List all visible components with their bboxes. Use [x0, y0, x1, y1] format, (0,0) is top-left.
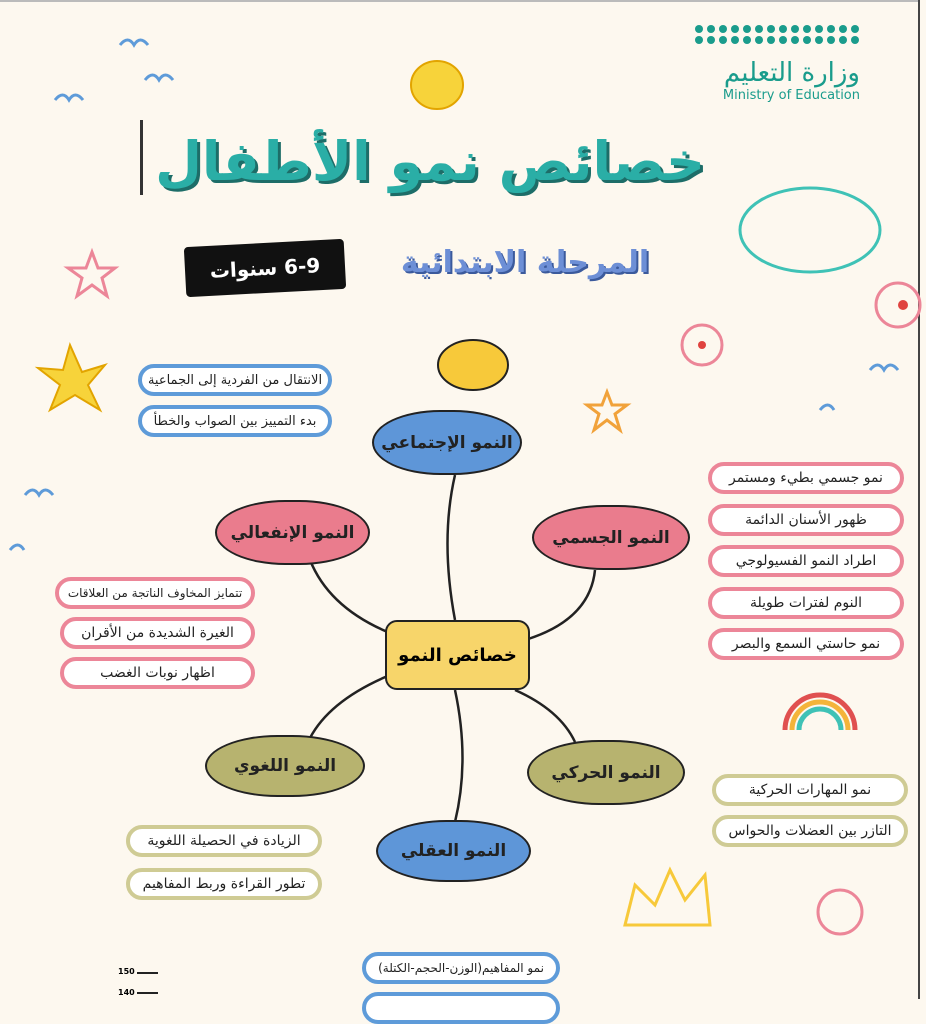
list-item: اظهار نوبات الغضب: [60, 657, 255, 689]
list-item: تطور القراءة وربط المفاهيم: [126, 868, 322, 900]
logo-english: Ministry of Education: [722, 88, 860, 103]
list-item: الزيادة في الحصيلة اللغوية: [126, 825, 322, 857]
star-icon: [68, 252, 115, 296]
node-motor: النمو الحركي: [527, 740, 685, 805]
list-item: نمو جسمي بطيء ومستمر: [708, 462, 904, 494]
list-item: نمو حاستي السمع والبصر: [708, 628, 904, 660]
rainbow-icon: [785, 695, 855, 730]
logo-arabic: وزارة التعليم: [723, 58, 860, 88]
node-linguistic: النمو اللغوي: [205, 735, 365, 797]
center-node: خصائص النمو: [385, 620, 530, 690]
star-icon: [587, 392, 627, 430]
ruler-label: 140: [118, 988, 135, 997]
planet-icon: [411, 61, 463, 109]
logo-dots-icon: [690, 25, 860, 44]
cloud-icon: [740, 188, 880, 272]
bee-icon: [438, 340, 508, 390]
list-item: الانتقال من الفردية إلى الجماعية: [138, 364, 332, 396]
connector-linguistic: [310, 675, 390, 738]
node-physical: النمو الجسمي: [532, 505, 690, 570]
list-item: التازر بين العضلات والحواس: [712, 815, 908, 847]
connector-social: [448, 475, 456, 620]
list-item: نمو المهارات الحركية: [712, 774, 908, 806]
node-emotional: النمو الإنفعالي: [215, 500, 370, 565]
list-item-partial: [362, 992, 560, 1024]
list-item: تتمايز المخاوف الناتجة من العلاقات: [55, 577, 255, 609]
list-item: اطراد النمو الفسيولوجي: [708, 545, 904, 577]
node-mental: النمو العقلي: [376, 820, 531, 882]
list-item: النوم لفترات طويلة: [708, 587, 904, 619]
list-item: الغيرة الشديدة من الأقران: [60, 617, 255, 649]
page-subtitle: المرحلة الابتدائية: [400, 245, 650, 280]
ruler-icon: [137, 973, 158, 993]
connector-physical: [525, 570, 595, 640]
crown-icon: [625, 870, 710, 925]
list-item: ظهور الأسنان الدائمة: [708, 504, 904, 536]
connector-mental: [455, 690, 463, 822]
flower-icon: [818, 890, 862, 934]
star-icon: [38, 345, 105, 410]
list-item: بدء التمييز بين الصواب والخطأ: [138, 405, 332, 437]
connector-emotional: [310, 560, 395, 635]
page-title: خصائص نمو الأطفال: [155, 130, 705, 193]
connector-motor: [515, 690, 575, 742]
list-item: نمو المفاهيم(الوزن-الحجم-الكتلة): [362, 952, 560, 984]
ministry-logo: [690, 25, 860, 103]
ruler-label: 150: [118, 967, 135, 976]
age-badge: 6-9 سنوات: [184, 239, 346, 297]
node-social: النمو الإجتماعي: [372, 410, 522, 475]
